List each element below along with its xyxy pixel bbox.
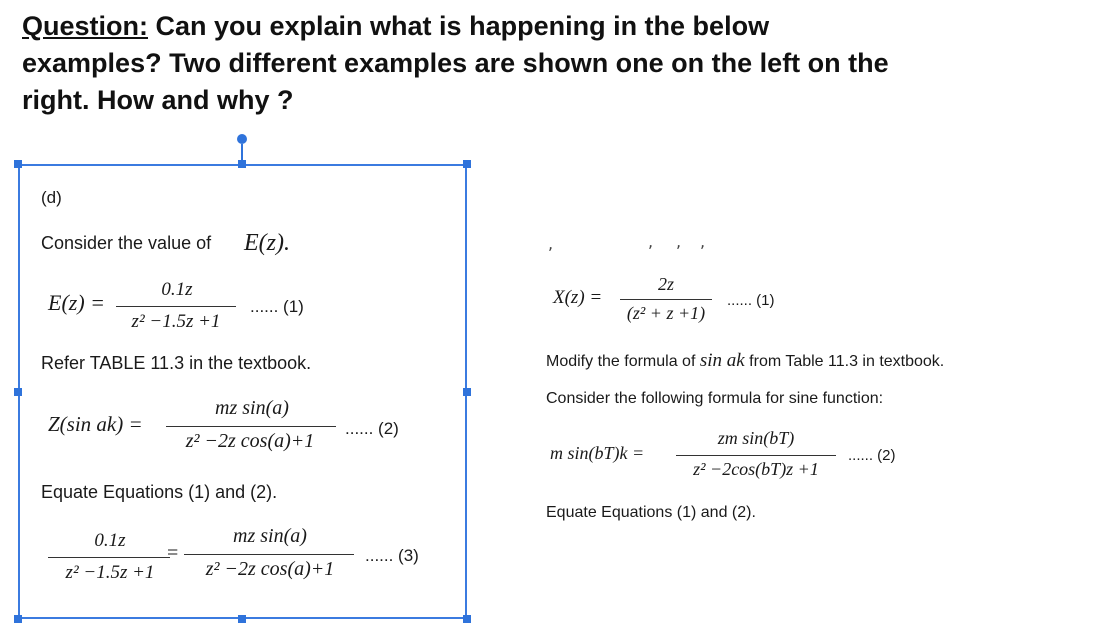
left-eq2-fraction-bar	[166, 426, 336, 427]
question-text	[22, 8, 902, 119]
left-eq3-denominator-1: z² −1.5z +1	[65, 562, 155, 583]
sine-formula-text: Consider the following formula for sine function:	[546, 390, 884, 407]
right-eq1-lhs: X(z) =	[553, 287, 603, 308]
stray-mark: ,	[548, 234, 554, 253]
stray-mark: ,	[676, 232, 682, 251]
left-eq2-numerator: mz sin(a)	[215, 397, 289, 419]
left-eq3-numerator-1: 0.1z	[94, 530, 126, 551]
left-eq3-fraction-bar-2	[184, 554, 354, 555]
part-label: (d)	[41, 188, 62, 207]
right-equate-text: Equate Equations (1) and (2).	[546, 504, 756, 521]
resize-handle-top[interactable]	[238, 160, 246, 168]
resize-handle-left[interactable]	[14, 388, 22, 396]
right-eq2-numerator: zm sin(bT)	[717, 428, 795, 448]
left-eq3-tag: ...... (3)	[365, 546, 419, 565]
right-eq1-denominator: (z² + z +1)	[626, 303, 706, 323]
left-eq1-fraction-bar	[116, 306, 236, 307]
rotate-handle[interactable]	[237, 134, 247, 144]
left-eq1-tag: ...... (1)	[250, 297, 304, 316]
left-eq2-lhs: Z(sin ak) =	[48, 412, 143, 436]
consider-text: Consider the value of	[41, 233, 212, 253]
right-eq2-tag: ...... (2)	[848, 447, 896, 464]
stray-mark: ,	[648, 232, 654, 251]
consider-math: E(z).	[244, 230, 290, 256]
resize-handle-bottom[interactable]	[238, 615, 246, 623]
resize-handle-bottom-left[interactable]	[14, 615, 22, 623]
left-eq2-denominator: z² −2z cos(a)+1	[185, 430, 315, 452]
modify-text-pre: Modify the formula of	[546, 353, 696, 370]
right-eq2-denominator: z² −2cos(bT)z +1	[693, 459, 819, 479]
left-eq1-denominator: z² −1.5z +1	[131, 311, 221, 332]
modify-text-post: from Table 11.3 in textbook.	[749, 353, 945, 370]
resize-handle-bottom-right[interactable]	[463, 615, 471, 623]
refer-text: Refer TABLE 11.3 in the textbook.	[41, 353, 312, 373]
right-eq1-fraction-bar	[620, 299, 712, 300]
question-body: Can you explain what is happening in the below examples? Two different examples are shown one on the left on the right. How and why ?	[22, 11, 889, 115]
right-eq1-tag: ...... (1)	[727, 292, 775, 309]
question-label: Question:	[22, 11, 148, 41]
left-eq1-numerator: 0.1z	[161, 279, 193, 300]
left-eq1-lhs: E(z) =	[48, 290, 105, 315]
left-eq2-tag: ...... (2)	[345, 419, 399, 438]
equate-text: Equate Equations (1) and (2).	[41, 482, 278, 502]
right-eq2-fraction-bar	[676, 455, 836, 456]
left-eq3-fraction-bar-1	[48, 557, 170, 558]
resize-handle-right[interactable]	[463, 388, 471, 396]
left-eq3-numerator-2: mz sin(a)	[233, 525, 307, 547]
right-eq2-lhs: m sin(bT)k =	[550, 443, 645, 463]
modify-math: sin ak	[699, 350, 745, 371]
right-eq1-numerator: 2z	[657, 274, 674, 294]
resize-handle-top-right[interactable]	[463, 160, 471, 168]
left-eq3-equals: =	[167, 542, 179, 564]
left-eq3-denominator-2: z² −2z cos(a)+1	[205, 558, 335, 580]
stray-mark: ,	[700, 232, 706, 251]
resize-handle-top-left[interactable]	[14, 160, 22, 168]
modify-text	[546, 350, 944, 372]
